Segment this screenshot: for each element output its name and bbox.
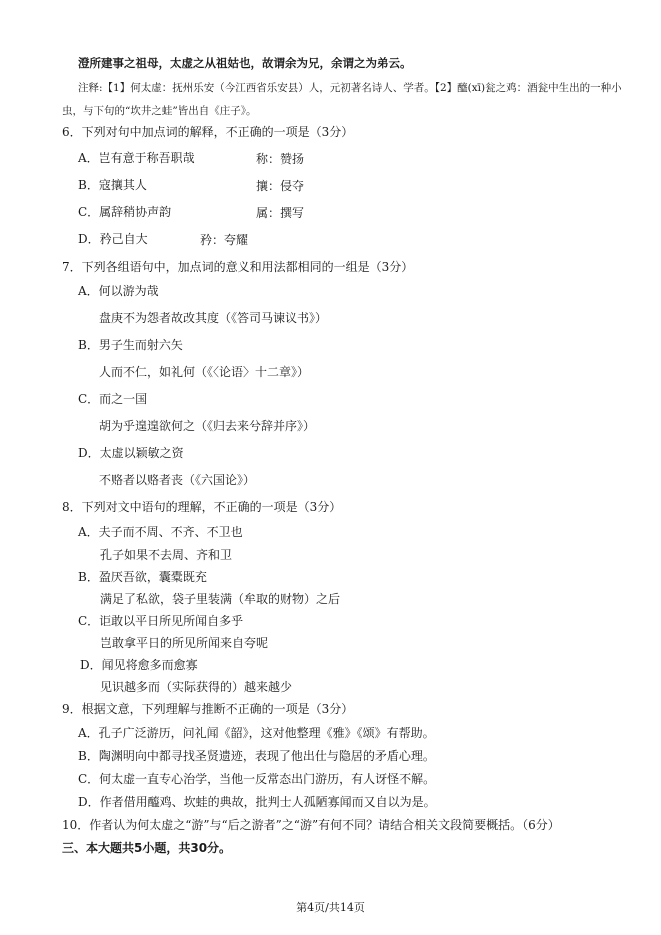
passage-closing-line: 澄所建事之祖母，太虚之从祖姑也，故谓余为兄，余谓之为弟云。 bbox=[78, 56, 412, 70]
q8-option-c-line2: 岂敢拿平日的所见所闻来自夸呢 bbox=[100, 636, 269, 650]
q9-option-a: A．孔子广泛游历，问礼闻《韶》，这对他整理《雅》《颂》有帮助。 bbox=[78, 726, 435, 740]
question-6-stem: 6．下列对句中加点词的解释，不正确的一项是（3分） bbox=[62, 125, 354, 139]
q6-option-d-meaning: 矜：夸耀 bbox=[200, 233, 249, 247]
q7-option-d-line2: 不赂者以赂者丧（《六国论》） bbox=[99, 473, 256, 487]
section-3-heading: 三、本大题共5小题，共30分。 bbox=[62, 841, 232, 855]
q9-option-c: C．何太虚一直专心治学，当他一反常态出门游历，有人讶怪不解。 bbox=[78, 772, 436, 786]
q7-option-d-line1: D．太虚以颖敏之资 bbox=[78, 446, 184, 460]
question-10-stem: 10．作者认为何太虚之“游”与“后之游者”之“游”有何不同？请结合相关文段简要概括。（6分） bbox=[62, 818, 560, 832]
q8-option-b-line2: 满足了私欲，袋子里装满（牟取的财物）之后 bbox=[100, 592, 341, 606]
q8-option-a-line1: A．夫子而不周、不齐、不卫也 bbox=[78, 525, 243, 539]
annotation-line-2: 虫，与下句的“坎井之蛙”皆出自《庄子》。 bbox=[62, 105, 257, 117]
q6-option-c: C．属辞稍协声韵 bbox=[78, 205, 172, 219]
q8-option-d-line2: 见识越多而（实际获得的）越来越少 bbox=[100, 680, 293, 694]
q9-option-d: D．作者借用醯鸡、坎蛙的典故，批判士人孤陋寡闻而又自以为是。 bbox=[78, 795, 436, 809]
q6-option-a-meaning: 称：赞扬 bbox=[256, 152, 305, 166]
q6-option-a: A．岂有意于称吾职哉 bbox=[78, 151, 195, 165]
q8-option-c-line1: C．讵敢以平日所见所闻自多乎 bbox=[78, 614, 244, 628]
q7-option-a-line1: A．何以游为哉 bbox=[78, 284, 159, 298]
question-8-stem: 8．下列对文中语句的理解，不正确的一项是（3分） bbox=[62, 500, 342, 514]
q7-option-c-line1: C．而之一国 bbox=[78, 392, 148, 406]
q8-option-b-line1: B．盈厌吾欲，囊橐既充 bbox=[78, 570, 207, 584]
q6-option-b-meaning: 攘：侵夺 bbox=[256, 179, 305, 193]
annotation-line-1: 注释:【1】何太虚：抚州乐安（今江西省乐安县）人，元初著名诗人、学者。【2】醯(xī)瓮之鸡：酒瓮中生出的一种小 bbox=[78, 82, 622, 94]
q6-option-c-meaning: 属：撰写 bbox=[256, 206, 305, 220]
question-9-stem: 9．根据文意，下列理解与推断不正确的一项是（3分） bbox=[62, 702, 354, 716]
q8-option-d-line1: D．闻见将愈多而愈寡 bbox=[80, 658, 198, 672]
q8-option-a-line2: 孔子如果不去周、齐和卫 bbox=[100, 548, 233, 562]
q6-option-d: D．矜己自大 bbox=[78, 232, 148, 246]
q6-option-b: B．寇攘其人 bbox=[78, 178, 147, 192]
question-7-stem: 7．下列各组语句中，加点词的意义和用法都相同的一组是（3分） bbox=[62, 260, 414, 274]
q7-option-b-line1: B．男子生而射六矢 bbox=[78, 338, 183, 352]
page-number-footer: 第4页/共14页 bbox=[296, 901, 365, 914]
q9-option-b: B．陶渊明向中都寻找圣贤遗迹，表现了他出仕与隐居的矛盾心理。 bbox=[78, 749, 435, 763]
q7-option-a-line2: 盘庚不为怨者故改其度（《答司马谏议书》） bbox=[99, 311, 328, 325]
q7-option-b-line2: 人而不仁，如礼何（《〈论语〉十二章》） bbox=[99, 365, 310, 379]
q7-option-c-line2: 胡为乎遑遑欲何之（《归去来兮辞并序》） bbox=[99, 419, 316, 433]
